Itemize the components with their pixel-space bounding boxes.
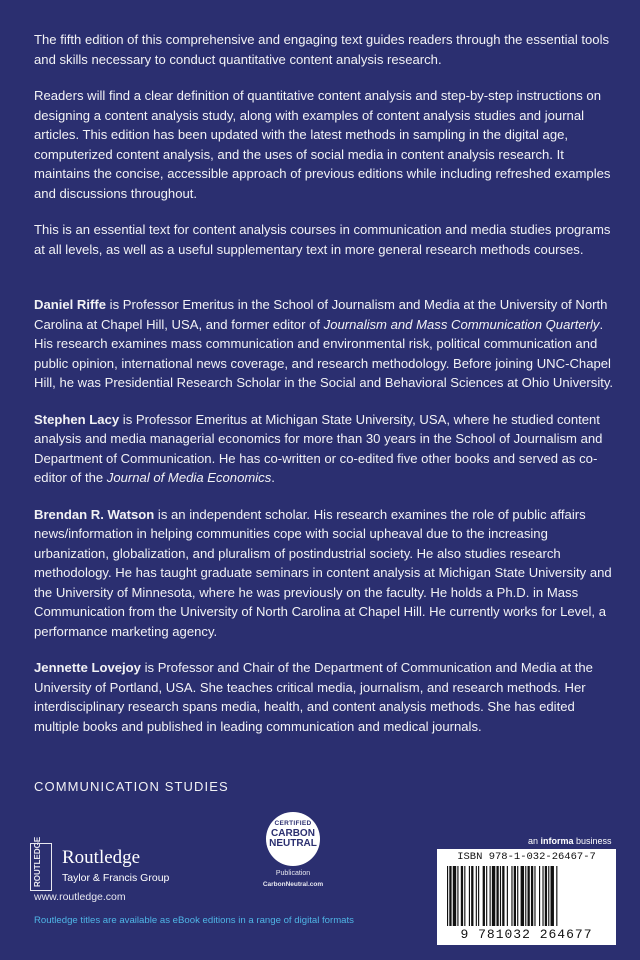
carbon-line2: NEUTRAL — [269, 838, 317, 849]
author-name: Jennette Lovejoy — [34, 660, 141, 675]
barcode-bar — [511, 866, 512, 926]
isbn-label: ISBN 978-1-032-26467-7 — [457, 851, 596, 863]
publisher-url: www.routledge.com — [34, 891, 126, 903]
publisher-logo — [30, 836, 230, 893]
barcode-bar — [507, 866, 508, 926]
barcode-bar — [471, 866, 473, 926]
bio-text: is Professor Emeritus in the School of Journalism and Media at the University of North Carolina at Chapel Hill, USA, and former editor of — [34, 297, 608, 332]
description-paragraph-1: The fifth edition of this comprehensive and engaging text guides readers through the essential tools and skills necessary to conduct quantitative content analysis research. — [34, 32, 610, 67]
barcode-bar — [500, 866, 501, 926]
barcode-bar — [531, 866, 533, 926]
book-description — [34, 30, 616, 276]
description-paragraph-2: Readers will find a clear definition of quantitative content analysis and step-by-step instructions on designing a content analysis study, along with examples of content analysis studies and journal articles. This edition has been updated with the latest methods in sampling in the digital age, computerized content analysis, and the uses of social media in content analysis research. It maintains the concise, accessible approach of previous editions while including refreshed examples and discussions throughout. — [34, 88, 611, 201]
barcode-bar — [548, 866, 549, 926]
barcode-bar — [492, 866, 495, 926]
barcode-bar — [478, 866, 479, 926]
isbn-barcode — [437, 849, 616, 945]
barcode-bar — [457, 866, 458, 926]
carbon-neutral-title — [266, 829, 320, 849]
barcode-bar — [453, 866, 456, 926]
informa-prefix: an — [528, 836, 541, 846]
barcode-bar — [476, 866, 477, 926]
barcode-bar — [502, 866, 504, 926]
journal-title: Journalism and Mass Communication Quarterly — [323, 316, 600, 332]
routledge-mark-icon — [30, 836, 52, 891]
author-name: Stephen Lacy — [34, 411, 120, 427]
bio-text: is Professor Emeritus at Michigan State University, USA, where he studied content analysis and media managerial economics for more than 30 years in the School of Journalism and Department of Communication. He has co-written or co-edited five other books and served as co-editor of the — [34, 411, 603, 485]
bio-watson — [34, 505, 616, 642]
informa-brand: informa — [540, 836, 574, 846]
bio-text: . His research examines mass communication and environmental risk, political communication and public opinion, international news coverage, and research methodology. Before joining UNC-Chapel Hill, he was Presidential Research Scholar in the Social and Behavioral Sciences at Ohio University. — [34, 316, 614, 390]
bio-text: . — [271, 470, 275, 485]
barcode-bar — [551, 866, 554, 926]
barcode-bar — [542, 866, 543, 926]
barcode-bar — [496, 866, 498, 926]
bio-riffe — [34, 295, 616, 393]
bio-lovejoy — [34, 658, 616, 736]
journal-title: Journal of Media Economics — [106, 470, 272, 485]
author-name: Daniel Riffe — [34, 297, 107, 312]
bio-lacy — [34, 410, 616, 488]
barcode-bar — [545, 866, 547, 926]
informa-tagline — [528, 836, 612, 846]
mark-text: ROUTLEDGE — [33, 836, 42, 887]
certified-label: CERTIFIED — [274, 820, 312, 827]
carbon-line1: CARBON — [271, 828, 315, 839]
barcode-bar — [517, 866, 518, 926]
barcode-bar — [469, 866, 470, 926]
barcode-bar — [539, 866, 540, 926]
barcode-bar — [525, 866, 526, 926]
barcode-bar — [521, 866, 524, 926]
ebook-note: Routledge titles are available as eBook editions in a range of digital formats — [34, 915, 354, 926]
barcode-bar — [486, 866, 487, 926]
bio-text: is an independent scholar. His research examines the role of public affairs news/information in helping communities cope with social upheaval due to the increasing urbanization, globalization, and pluralism of postindustrial society. He also studies research methodology. He has taught graduate seminars in content analysis at Michigan State University and the University of Minnesota, where he was previously on the faculty. He holds a Ph.D. in Mass Communication from the University of North Carolina at Chapel Hill. He currently works for Level, a performance marketing agency. — [34, 506, 612, 639]
barcode-bar — [534, 866, 535, 926]
barcode-bar — [528, 866, 530, 926]
barcode-icon — [445, 866, 609, 926]
barcode-bar — [447, 866, 448, 926]
carbon-neutral-site: CarbonNeutral.com — [262, 881, 324, 888]
publisher-group: Taylor & Francis Group — [62, 872, 170, 884]
barcode-bar — [490, 866, 491, 926]
barcode-bar — [483, 866, 485, 926]
informa-suffix: business — [573, 836, 612, 846]
publisher-name: Routledge — [62, 847, 141, 868]
barcode-digits: 9 781032 264677 — [460, 927, 593, 942]
author-name: Brendan R. Watson — [34, 506, 155, 522]
publication-label: Publication — [275, 870, 311, 877]
subject-category: COMMUNICATION STUDIES — [34, 779, 229, 794]
barcode-bar — [514, 866, 516, 926]
barcode-bar — [461, 866, 463, 926]
bio-text: is Professor and Chair of the Department of Communication and Media at the University of Portland, USA. She teaches critical media, journalism, and research methods. Her interdisciplinary research spans media, health, and content analysis methods. She has edited multiple books and published in leading communication and medical journals. — [34, 660, 593, 734]
author-bios — [34, 295, 616, 753]
barcode-bar — [556, 866, 557, 926]
barcode-bar — [449, 866, 451, 926]
carbon-neutral-badge — [262, 812, 328, 902]
description-paragraph-3: This is an essential text for content analysis courses in communication and media studies programs at all levels, as well as a useful supplementary text in more general research methods courses. — [34, 222, 611, 257]
barcode-bar — [464, 866, 465, 926]
